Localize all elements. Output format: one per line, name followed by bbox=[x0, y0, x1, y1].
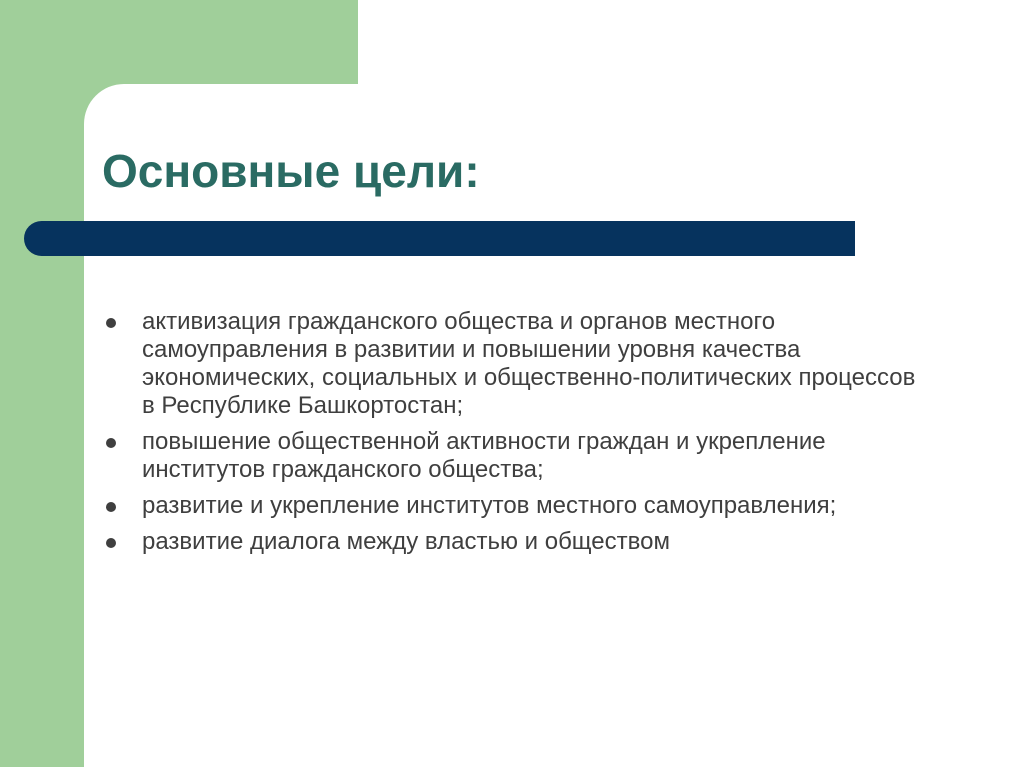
slide-title: Основные цели: bbox=[102, 145, 480, 197]
list-item-text: развитие диалога между властью и обществом bbox=[142, 528, 670, 555]
list-item bbox=[102, 308, 922, 420]
bullet-dot-icon bbox=[106, 318, 116, 328]
list-item-text: развитие и укрепление институтов местного самоуправления; bbox=[142, 492, 837, 519]
bullet-dot-icon bbox=[106, 438, 116, 448]
bullet-dot-icon bbox=[106, 538, 116, 548]
list-item-text: повышение общественной активности граждан и укрепление институтов гражданского общества; bbox=[142, 428, 826, 483]
list-item-text: активизация гражданского общества и органов местного самоуправления в развитии и повышении уровня качества экономических, социальных и общественно-политических процессов в Республике Башкортостан; bbox=[142, 308, 916, 419]
title-underline-bar bbox=[24, 221, 855, 256]
bullet-dot-icon bbox=[106, 502, 116, 512]
list-item bbox=[102, 492, 922, 520]
list-item bbox=[102, 528, 922, 556]
goals-list bbox=[102, 308, 922, 564]
list-item bbox=[102, 428, 922, 484]
